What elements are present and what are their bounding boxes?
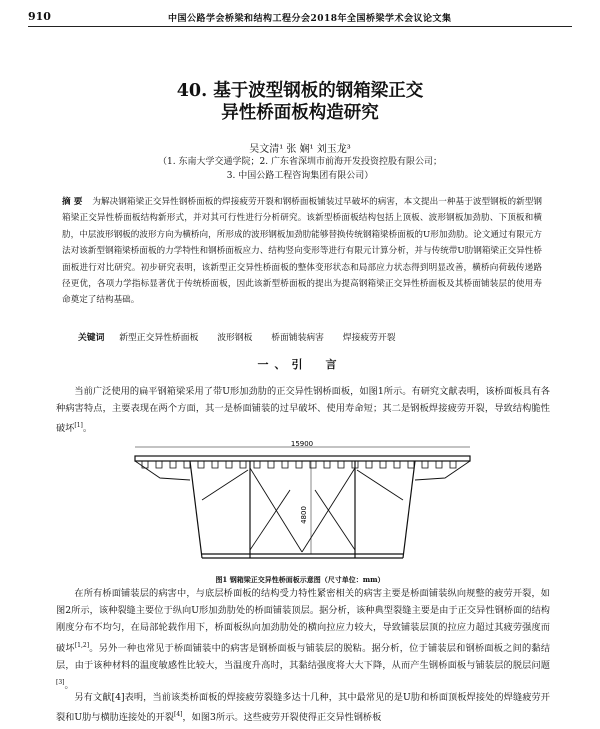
abstract-text: 为解决钢箱梁正交异性钢桥面板的焊接疲劳开裂和钢桥面板铺装过早破坏的病害，本文提出一种基于波型钢板的新型钢箱梁正交异性桥面板结构新形式，并对其可行性进行分析研究。该新型桥面板结构包括上顶板、波形钢板加劲肋、下顶板和横肋，中层波形钢板的波形方向为横桥向，所形成的波形钢板加劲肋能够替换传统钢箱梁桥面板的U形加劲肋。论文通过有限元方法对该新型钢箱梁桥面板的力学特性和钢桥面板应力、结构竖向变形等进行有限元计算分析，并与传统带U肋钢箱梁正交异性桥面板进行对比研究。初步研究表明，该新型正交异性桥面板的整体变形状态和局部应力状态得到明显改善，横桥向荷载传递路径更优，各项力学指标显著优于传统桥面板，因此该新型桥面板的提出为提高钢箱梁正交异性桥面板及其桥面铺装层的使用寿命奠定了结构基础。 xyxy=(62,197,542,306)
paragraph-1 xyxy=(56,383,550,438)
citation: [3] xyxy=(56,679,65,687)
journal-title: 中国公路学会桥梁和结构工程分会2018年全国桥梁学术会议论文集 xyxy=(168,14,452,24)
paragraph-3-tail: ，如图3所示。这些疲劳开裂使得正交异性钢桥板 xyxy=(182,712,382,724)
running-header xyxy=(28,8,572,27)
abstract xyxy=(62,194,542,309)
keywords xyxy=(78,330,538,343)
paragraph-3-text: 另有文献[4]表明，当前该类桥面板的焊接疲劳裂缝多达十几种，其中最常见的是U肋和桥面顶板焊接处的焊缝疲劳开裂和U肋与横肋连接处的开裂 xyxy=(56,692,550,724)
affiliation-line1: （1. 东南大学交通学院；2. 广东省深圳市前海开发投资控股有限公司； xyxy=(158,157,442,167)
authors: 吴文清¹ 张 娴¹ 刘玉龙³ xyxy=(249,144,351,155)
keyword: 桥面铺装病害 xyxy=(271,333,324,343)
citation: [1] xyxy=(74,422,83,430)
figure-1-caption: 图1 钢箱梁正交异性桥面板示意图（尺寸单位：mm） xyxy=(215,575,385,584)
citation: [4] xyxy=(174,711,183,719)
u-ribs xyxy=(142,461,456,468)
keywords-label: 关键词 xyxy=(78,333,105,343)
paper-title-line2: 异性桥面板构造研究 xyxy=(221,103,379,123)
section-heading-introduction: 一、引 言 xyxy=(257,358,343,371)
paragraph-2 xyxy=(56,585,550,694)
dimension-top: 15900 xyxy=(290,440,314,448)
left-cantilever xyxy=(135,461,190,480)
dimension-side: 4800 xyxy=(300,506,308,524)
paragraph-1-tail: 。 xyxy=(82,423,93,435)
keyword: 波形钢板 xyxy=(217,333,253,343)
figure-1-cross-section xyxy=(130,440,475,570)
page-number: 910 xyxy=(28,10,51,23)
right-cantilever xyxy=(415,461,470,480)
citation: [1,2] xyxy=(74,641,90,649)
paper-title-line1: 40. 基于波型钢板的钢箱梁正交 xyxy=(176,81,424,101)
deck-plate xyxy=(135,456,470,461)
paragraph-2-tail: 。 xyxy=(64,680,74,692)
abstract-label: 摘 要 xyxy=(62,197,83,207)
paragraph-1-text: 当前广泛使用的扁平钢箱梁采用了带U形加劲肋的正交异性钢桥面板，如图1所示。有研究文献表明，该桥面板具有各种病害特点，主要表现在两个方面，其一是桥面铺装的过早破坏、使用寿命短；其二是钢板焊接疲劳开裂，导致结构脆性破坏 xyxy=(56,386,550,435)
paragraph-3 xyxy=(56,689,550,726)
affiliation-line2: 3. 中国公路工程咨询集团有限公司） xyxy=(226,171,374,181)
paragraph-2-text: 在所有桥面铺装层的病害中，与底层桥面板的结构受力特性紧密相关的病害主要是桥面铺装纵向规整的疲劳开裂，如图2所示，该种裂缝主要位于纵向U形加劲肋处的桥面铺装顶层。据分析，该种典型裂缝主要是由于正交异性钢桥面的结构刚度分布不均匀，在局部轮载作用下，桥面板纵向加劲肋处的横向拉应力较大，导致铺装层顶的拉应力超过其疲劳强度而破坏 xyxy=(56,588,550,654)
paragraph-2-mid: 。另外一种也常见于桥面铺装中的病害是钢桥面板与铺装层的脱粘。据分析，位于铺装层和钢桥面板之间的黏结层，由于该种材料的温度敏感性比较大，当温度升高时，其黏结强度将大大下降，从而产生钢桥面板与铺装层的脱层问题 xyxy=(56,642,551,671)
keyword: 新型正交异性桥面板 xyxy=(119,333,199,343)
keyword: 焊接疲劳开裂 xyxy=(342,333,396,343)
